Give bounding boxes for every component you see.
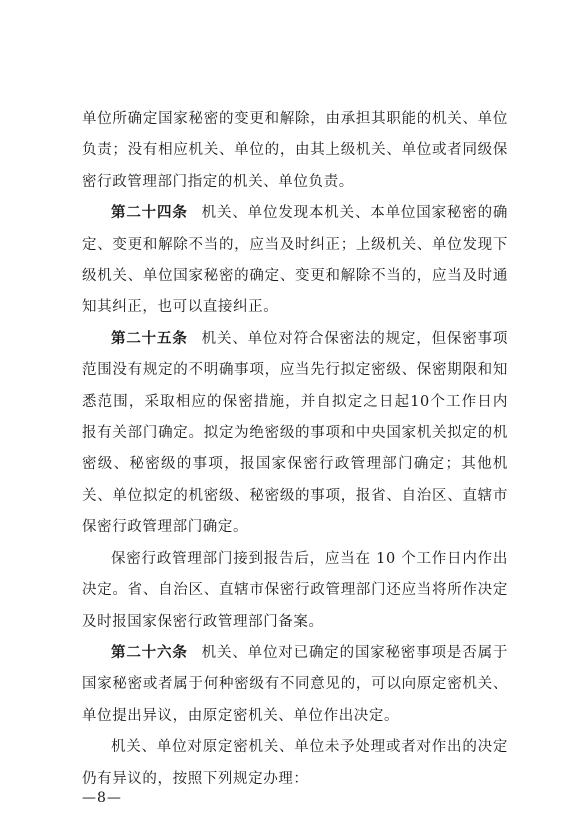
article-24 bbox=[82, 198, 508, 324]
article-heading: 第二十四条 bbox=[111, 205, 188, 222]
paragraph-text: 保密行政管理部门接到报告后，应当在 10 个工作日内作出决定。省、自治区、直辖市保密行政管理部门还应当将所作决定及时报国家保密行政管理部门备案。 bbox=[82, 550, 508, 630]
paragraph-text: 单位所确定国家秘密的变更和解除，由承担其职能的机关、单位负责；没有相应机关、单位的，由其上级机关、单位或者同级保密行政管理部门指定的机关、单位负责。 bbox=[82, 111, 508, 190]
paragraph-continuation bbox=[82, 104, 508, 198]
article-heading: 第二十六条 bbox=[111, 644, 188, 661]
article-26-paragraph-2 bbox=[82, 732, 508, 795]
article-26 bbox=[82, 638, 508, 732]
paragraph-text: 机关、单位对符合保密法的规定，但保密事项范围没有规定的不明确事项，应当先行拟定密级、保密期限和知悉范围，采取相应的保密措施，并自拟定之日起10个工作日内报有关部门确定。拟定为绝密级的事项和中央国家机关拟定的机密级、秘密级的事项，报国家保密行政管理部门确定；其他机关、单位拟定的机密级、秘密级的事项，报省、自治区、直辖市保密行政管理部门确定。 bbox=[82, 330, 509, 536]
article-25 bbox=[82, 324, 508, 544]
paragraph-text: 机关、单位对原定密机关、单位未予处理或者对作出的决定仍有异议的，按照下列规定办理： bbox=[82, 739, 508, 787]
document-body bbox=[82, 104, 508, 795]
article-25-paragraph-2 bbox=[82, 544, 508, 638]
paragraph-text: 机关、单位对已确定的国家秘密事项是否属于国家秘密或者属于何种密级有不同意见的，可以向原定密机关、单位提出异议，由原定密机关、单位作出决定。 bbox=[82, 644, 509, 724]
paragraph-text: 机关、单位发现本机关、本单位国家秘密的确定、变更和解除不当的，应当及时纠正；上级机关、单位发现下级机关、单位国家秘密的确定、变更和解除不当的，应当及时通知其纠正，也可以直接纠正。 bbox=[82, 205, 509, 316]
article-heading: 第二十五条 bbox=[111, 330, 188, 347]
page-number: —8— bbox=[82, 790, 122, 806]
